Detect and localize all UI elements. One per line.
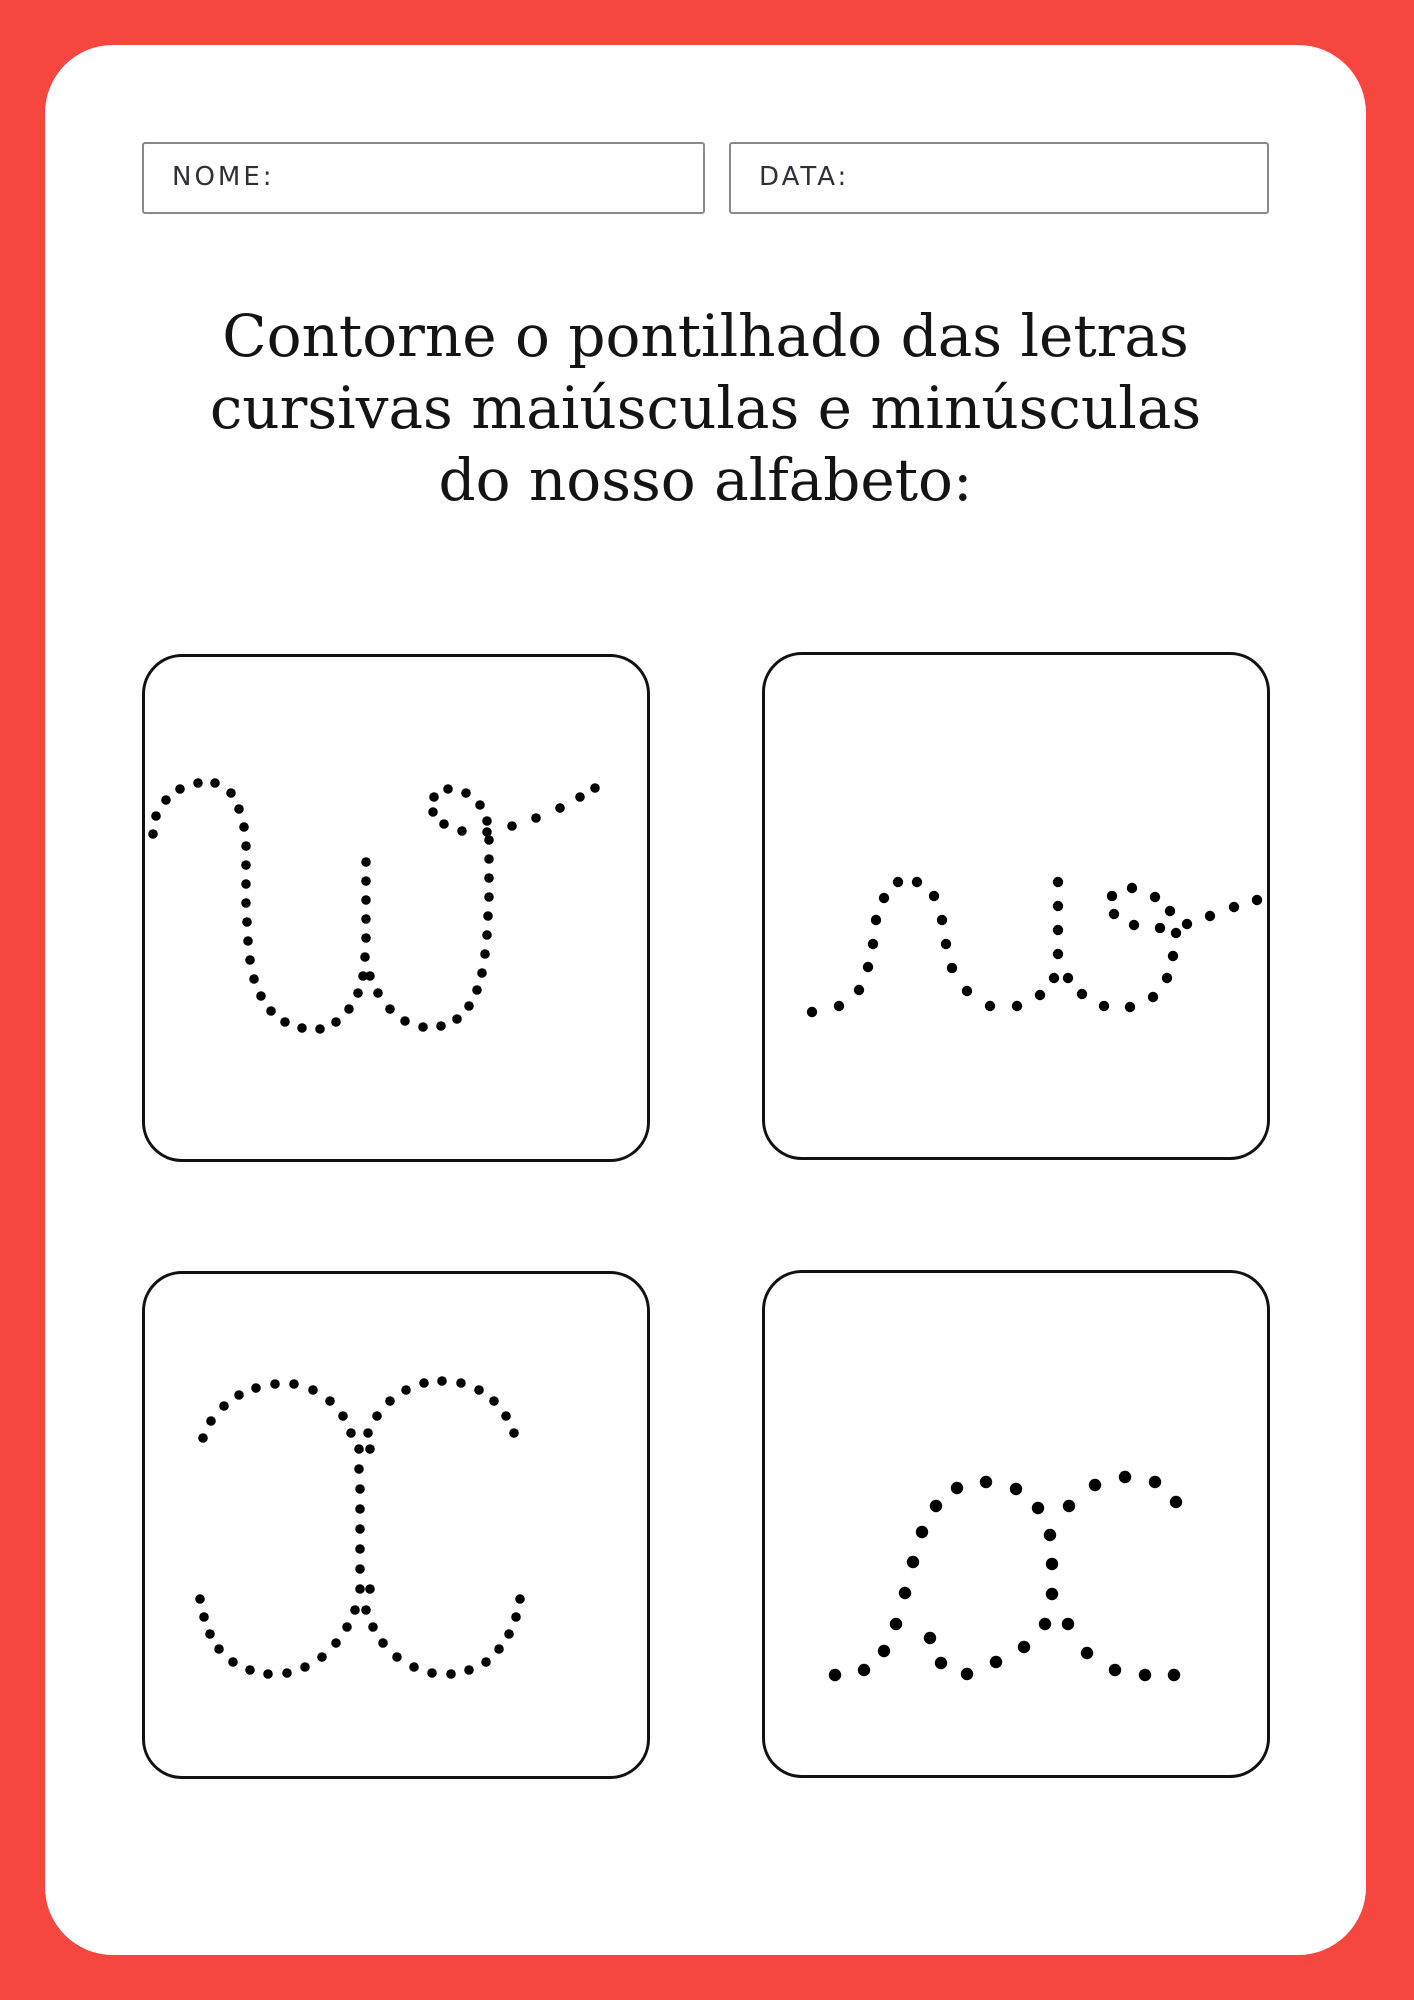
tracing-dot [372, 1411, 382, 1421]
tracing-dot [924, 1632, 936, 1644]
dotted-letter-uppercase-x [142, 1271, 650, 1779]
tracing-dot [342, 1622, 352, 1632]
tracing-dot [331, 1638, 341, 1648]
tracing-dot [242, 917, 252, 927]
tracing-dot [1010, 1483, 1022, 1495]
tracing-dot [361, 914, 371, 924]
tracing-dot [916, 1526, 928, 1538]
tracing-dot [439, 819, 449, 829]
tracing-dot [361, 876, 371, 886]
tracing-dot [456, 1378, 466, 1388]
tracing-dot [1012, 1001, 1022, 1011]
tracing-dot [464, 1665, 474, 1675]
tracing-dot [365, 971, 375, 981]
tracing-dot [474, 1385, 484, 1395]
tracing-dot [1107, 891, 1117, 901]
tracing-dot [361, 895, 371, 905]
tracing-dot [871, 915, 881, 925]
tracing-dot [443, 784, 453, 794]
tracing-dot [297, 1023, 307, 1033]
tracing-dot [1053, 901, 1063, 911]
tracing-dot [266, 1006, 276, 1016]
tracing-dot [1018, 1641, 1030, 1653]
tracing-dot [494, 1644, 504, 1654]
tracing-dot [930, 1500, 942, 1512]
tracing-dot [198, 1433, 208, 1443]
tracing-dot [418, 1022, 428, 1032]
tracing-dot [241, 879, 251, 889]
tracing-dot [1155, 923, 1165, 933]
tracing-dot [361, 857, 371, 867]
instruction-title [105, 300, 1306, 516]
tracing-dot [355, 1584, 365, 1594]
tracing-dot [1205, 911, 1215, 921]
tracing-card-uppercase-w [142, 654, 650, 1162]
tracing-dot [834, 1001, 844, 1011]
tracing-dot [354, 1464, 364, 1474]
tracing-dot [1165, 906, 1175, 916]
tracing-dot [234, 1390, 244, 1400]
tracing-dot [378, 1638, 388, 1648]
tracing-dot [929, 891, 939, 901]
tracing-dot [360, 952, 370, 962]
tracing-dot [501, 1411, 511, 1421]
tracing-dot [228, 1657, 238, 1667]
tracing-dot [245, 955, 255, 965]
tracing-dot [161, 795, 171, 805]
tracing-dot [446, 1669, 456, 1679]
tracing-dot [385, 1004, 395, 1014]
tracing-dot [365, 1444, 375, 1454]
tracing-dot [1032, 1502, 1044, 1514]
tracing-dot [961, 1668, 973, 1680]
tracing-dot [1109, 909, 1119, 919]
tracing-dot [385, 1396, 395, 1406]
tracing-dot [868, 939, 878, 949]
tracing-dot [1162, 973, 1172, 983]
tracing-dot [289, 1379, 299, 1389]
tracing-dot [482, 816, 492, 826]
tracing-dot [151, 811, 161, 821]
tracing-dot [489, 1396, 499, 1406]
tracing-dot [401, 1385, 411, 1395]
tracing-dot [483, 911, 493, 921]
tracing-dot [210, 778, 220, 788]
dotted-letter-uppercase-w [142, 654, 650, 1162]
tracing-dot [282, 1668, 292, 1678]
tracing-dot [263, 1669, 273, 1679]
tracing-dot [484, 835, 494, 845]
tracing-dot [1039, 1618, 1051, 1630]
tracing-dot [234, 804, 244, 814]
tracing-dot [484, 873, 494, 883]
tracing-card-lowercase-x [762, 1270, 1270, 1778]
tracing-dot [355, 1504, 365, 1514]
tracing-dot [338, 1411, 348, 1421]
tracing-dot [555, 803, 565, 813]
tracing-dot [1119, 1471, 1131, 1483]
tracing-dot [241, 860, 251, 870]
tracing-dot [419, 1378, 429, 1388]
tracing-dot [472, 985, 482, 995]
tracing-dot [482, 827, 492, 837]
tracing-dot [807, 1007, 817, 1017]
instruction-line-1: Contorne o pontilhado das letras [222, 302, 1189, 370]
tracing-dot [457, 826, 467, 836]
tracing-dot [148, 829, 158, 839]
date-field[interactable] [729, 142, 1269, 214]
tracing-dot [962, 986, 972, 996]
tracing-dot [829, 1669, 841, 1681]
tracing-dot [1139, 1669, 1151, 1681]
tracing-dot [879, 893, 889, 903]
tracing-dot [985, 1001, 995, 1011]
tracing-dot [346, 1428, 356, 1438]
tracing-dot [315, 1024, 325, 1034]
name-field[interactable] [142, 142, 705, 214]
tracing-dot [193, 778, 203, 788]
tracing-dot [1063, 1500, 1075, 1512]
tracing-dot [1171, 928, 1181, 938]
tracing-dot [355, 1484, 365, 1494]
tracing-dot [1129, 920, 1139, 930]
tracing-dot [1063, 973, 1073, 983]
tracing-dot [1252, 895, 1262, 905]
tracing-dot [1035, 990, 1045, 1000]
tracing-dot [363, 1428, 373, 1438]
tracing-dot [1046, 1558, 1058, 1570]
tracing-dot [355, 1544, 365, 1554]
tracing-dot [270, 1379, 280, 1389]
dotted-letter-lowercase-x [762, 1270, 1270, 1778]
tracing-dot [245, 1665, 255, 1675]
tracing-dot [863, 962, 873, 972]
tracing-dot [308, 1385, 318, 1395]
tracing-dot [199, 1612, 209, 1622]
tracing-dot [452, 1014, 462, 1024]
tracing-dot [980, 1476, 992, 1488]
tracing-dot [1149, 1476, 1161, 1488]
tracing-card-lowercase-w [762, 652, 1270, 1160]
tracing-dot [428, 807, 438, 817]
tracing-dot [935, 1657, 947, 1669]
tracing-dot [300, 1662, 310, 1672]
tracing-dot [477, 968, 487, 978]
tracing-dot [241, 841, 251, 851]
tracing-dot [1046, 1588, 1058, 1600]
tracing-dot [907, 1556, 919, 1568]
tracing-dot [1168, 951, 1178, 961]
instruction-line-2: cursivas maiúsculas e minúsculas [209, 374, 1202, 442]
tracing-dot [365, 1584, 375, 1594]
tracing-dot [1150, 892, 1160, 902]
tracing-dot [1077, 989, 1087, 999]
tracing-dot [361, 1605, 371, 1615]
tracing-dot [1170, 1496, 1182, 1508]
tracing-dot [206, 1416, 216, 1426]
tracing-dot [941, 939, 951, 949]
tracing-dot [937, 915, 947, 925]
tracing-dot [437, 1376, 447, 1386]
tracing-dot [1044, 1529, 1056, 1541]
tracing-dot [509, 1428, 519, 1438]
tracing-dot [878, 1645, 890, 1657]
tracing-dot [1089, 1479, 1101, 1491]
tracing-dot [251, 1383, 261, 1393]
name-label: NOME: [172, 162, 275, 192]
tracing-dot [484, 892, 494, 902]
instruction-line-3: do nosso alfabeto: [438, 446, 973, 514]
tracing-dot [1229, 902, 1239, 912]
tracing-dot [1081, 1647, 1093, 1659]
tracing-dot [195, 1594, 205, 1604]
dotted-letter-lowercase-w [762, 652, 1270, 1160]
tracing-dot [893, 877, 903, 887]
tracing-dot [354, 1444, 364, 1454]
tracing-dot [400, 1016, 410, 1026]
tracing-dot [317, 1652, 327, 1662]
tracing-dot [1127, 883, 1137, 893]
tracing-dot [1148, 992, 1158, 1002]
tracing-dot [515, 1594, 525, 1604]
tracing-dot [239, 822, 249, 832]
tracing-dot [325, 1396, 335, 1406]
tracing-dot [241, 898, 251, 908]
worksheet-page [45, 45, 1366, 1955]
tracing-dot [912, 877, 922, 887]
tracing-dot [461, 788, 471, 798]
date-label: DATA: [759, 162, 850, 192]
tracing-dot [858, 1664, 870, 1676]
tracing-dot [1099, 1001, 1109, 1011]
tracing-dot [353, 988, 363, 998]
tracing-dot [409, 1662, 419, 1672]
tracing-dot [475, 800, 485, 810]
tracing-dot [243, 936, 253, 946]
tracing-dot [854, 985, 864, 995]
tracing-dot [531, 813, 541, 823]
tracing-dot [1053, 877, 1063, 887]
tracing-dot [368, 1622, 378, 1632]
tracing-dot [590, 783, 600, 793]
tracing-dot [436, 1021, 446, 1031]
tracing-dot [464, 1001, 474, 1011]
tracing-dot [1053, 925, 1063, 935]
tracing-dot [504, 1629, 514, 1639]
tracing-dot [511, 1612, 521, 1622]
tracing-dot [205, 1629, 215, 1639]
tracing-dot [427, 1668, 437, 1678]
tracing-dot [219, 1401, 229, 1411]
tracing-dot [482, 930, 492, 940]
tracing-dot [429, 792, 439, 802]
tracing-dot [890, 1618, 902, 1630]
tracing-dot [344, 1004, 354, 1014]
tracing-dot [373, 988, 383, 998]
tracing-dot [951, 1482, 963, 1494]
tracing-dot [1168, 1669, 1180, 1681]
tracing-dot [280, 1017, 290, 1027]
tracing-dot [481, 1657, 491, 1667]
tracing-dot [361, 933, 371, 943]
tracing-dot [507, 821, 517, 831]
tracing-dot [1049, 973, 1059, 983]
tracing-card-uppercase-x [142, 1271, 650, 1779]
tracing-dot [947, 963, 957, 973]
tracing-dot [175, 784, 185, 794]
tracing-dot [214, 1644, 224, 1654]
tracing-dot [1062, 1618, 1074, 1630]
tracing-dot [1182, 919, 1192, 929]
tracing-dot [575, 792, 585, 802]
tracing-dot [256, 991, 266, 1001]
tracing-dot [484, 854, 494, 864]
tracing-dot [331, 1017, 341, 1027]
tracing-dot [480, 949, 490, 959]
tracing-dot [355, 1564, 365, 1574]
tracing-dot [249, 974, 259, 984]
tracing-dot [899, 1587, 911, 1599]
tracing-dot [350, 1605, 360, 1615]
tracing-dot [990, 1656, 1002, 1668]
tracing-dot [1053, 949, 1063, 959]
tracing-dot [226, 788, 236, 798]
tracing-dot [1109, 1664, 1121, 1676]
tracing-dot [355, 1524, 365, 1534]
tracing-dot [392, 1652, 402, 1662]
tracing-dot [1125, 1002, 1135, 1012]
